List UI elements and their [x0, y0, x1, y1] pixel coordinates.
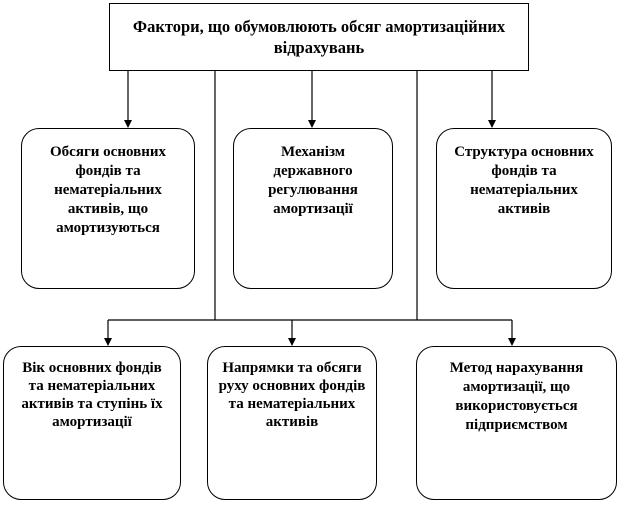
factor-label-4: Вік основних фондів та нематеріальних активів та ступінь їх амортизації [21, 360, 163, 430]
factor-label-1: Обсяги основних фондів та нематеріальних активів, що амортизуються [50, 144, 166, 236]
factor-box-2 [233, 128, 393, 289]
diagram-title-box [109, 3, 529, 71]
factor-box-4 [3, 346, 181, 500]
factor-box-5 [207, 346, 377, 500]
factor-label-6: Метод нарахування амортизації, що використовується підприємством [449, 360, 584, 433]
diagram-title: Фактори, що обумовлюють обсяг амортизаційних відрахувань [132, 17, 506, 57]
factor-label-5: Напрямки та обсяги руху основних фондів та нематеріальних активів [218, 360, 366, 430]
factor-box-6 [416, 346, 617, 500]
factor-box-1 [21, 128, 195, 289]
factor-label-2: Механізм державного регулювання амортизації [268, 144, 358, 217]
factor-label-3: Структура основних фондів та нематеріальних активів [454, 144, 594, 217]
factor-box-3 [436, 128, 612, 289]
